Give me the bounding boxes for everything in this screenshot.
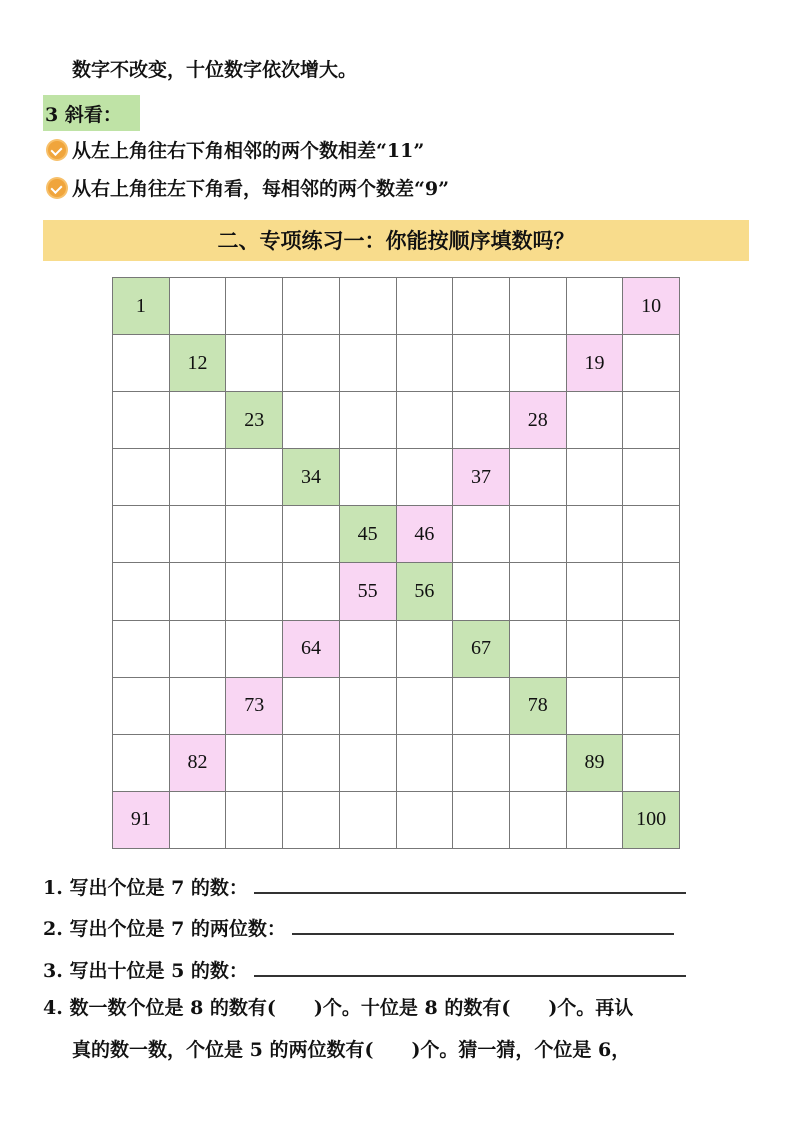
grid-cell[interactable] (397, 392, 454, 449)
grid-cell[interactable] (623, 563, 680, 620)
bullet-text: 从左上角往右下角相邻的两个数相差“11” (72, 140, 425, 162)
grid-cell[interactable] (226, 449, 283, 506)
grid-cell[interactable] (567, 621, 624, 678)
question-3 (43, 955, 686, 984)
grid-cell: 73 (226, 678, 283, 735)
grid-cell[interactable] (453, 506, 510, 563)
question-4-continued: 真的数一数，个位是 5 的两位数有( )个。猜一猜，个位是 6， (72, 1039, 631, 1061)
section-3-heading: 3 斜看： (45, 104, 122, 126)
grid-cell: 56 (397, 563, 454, 620)
grid-cell: 100 (623, 792, 680, 849)
grid-cell[interactable] (453, 735, 510, 792)
check-badge-icon (48, 179, 66, 197)
grid-cell: 46 (397, 506, 454, 563)
grid-cell[interactable] (340, 335, 397, 392)
grid-cell[interactable] (397, 792, 454, 849)
section-banner: 二、专项练习一：你能按顺序填数吗？ (43, 220, 749, 261)
grid-cell: 1 (113, 278, 170, 335)
answer-blank[interactable] (254, 955, 686, 977)
grid-cell[interactable] (113, 335, 170, 392)
number-grid (112, 277, 680, 849)
grid-cell[interactable] (397, 278, 454, 335)
grid-cell: 82 (170, 735, 227, 792)
question-4: 4. 数一数个位是 8 的数有( )个。十位是 8 的数有( )个。再认 (43, 997, 634, 1019)
grid-cell[interactable] (397, 335, 454, 392)
question-2 (43, 913, 674, 942)
grid-cell[interactable] (510, 335, 567, 392)
grid-cell[interactable] (170, 563, 227, 620)
question-1 (43, 872, 686, 901)
grid-cell[interactable] (340, 678, 397, 735)
grid-cell[interactable] (283, 678, 340, 735)
grid-cell[interactable] (510, 563, 567, 620)
grid-cell[interactable] (340, 392, 397, 449)
check-badge-icon (48, 141, 66, 159)
grid-cell: 78 (510, 678, 567, 735)
grid-cell[interactable] (567, 449, 624, 506)
grid-cell: 34 (283, 449, 340, 506)
grid-cell[interactable] (453, 278, 510, 335)
grid-cell: 89 (567, 735, 624, 792)
grid-cell[interactable] (567, 563, 624, 620)
grid-cell[interactable] (170, 449, 227, 506)
grid-cell[interactable] (340, 449, 397, 506)
grid-cell[interactable] (226, 506, 283, 563)
grid-cell[interactable] (113, 449, 170, 506)
grid-cell[interactable] (283, 792, 340, 849)
grid-cell[interactable] (170, 621, 227, 678)
grid-cell[interactable] (283, 392, 340, 449)
grid-cell[interactable] (340, 735, 397, 792)
grid-cell[interactable] (453, 678, 510, 735)
grid-cell[interactable] (567, 506, 624, 563)
grid-cell[interactable] (226, 335, 283, 392)
grid-cell[interactable] (170, 506, 227, 563)
question-text: 2. 写出个位是 7 的两位数： (43, 918, 286, 940)
grid-cell: 45 (340, 506, 397, 563)
grid-cell[interactable] (283, 506, 340, 563)
grid-cell[interactable] (170, 678, 227, 735)
grid-cell[interactable] (226, 735, 283, 792)
bullet-text: 从右上角往左下角看，每相邻的两个数差“9” (72, 178, 450, 200)
grid-cell[interactable] (623, 735, 680, 792)
grid-cell: 19 (567, 335, 624, 392)
grid-cell[interactable] (567, 278, 624, 335)
grid-cell: 64 (283, 621, 340, 678)
grid-cell[interactable] (226, 621, 283, 678)
question-text: 1. 写出个位是 7 的数： (43, 877, 248, 899)
grid-cell: 55 (340, 563, 397, 620)
grid-cell[interactable] (510, 621, 567, 678)
grid-cell[interactable] (226, 792, 283, 849)
grid-cell: 28 (510, 392, 567, 449)
grid-cell[interactable] (510, 792, 567, 849)
grid-cell[interactable] (397, 621, 454, 678)
grid-cell[interactable] (397, 735, 454, 792)
answer-blank[interactable] (292, 913, 674, 935)
grid-cell[interactable] (623, 335, 680, 392)
grid-cell[interactable] (397, 449, 454, 506)
grid-cell: 67 (453, 621, 510, 678)
grid-cell[interactable] (623, 392, 680, 449)
grid-cell[interactable] (283, 278, 340, 335)
grid-cell[interactable] (283, 335, 340, 392)
grid-cell[interactable] (283, 735, 340, 792)
grid-cell[interactable] (453, 335, 510, 392)
grid-cell[interactable] (567, 792, 624, 849)
grid-cell[interactable] (510, 735, 567, 792)
grid-cell[interactable] (283, 563, 340, 620)
grid-cell[interactable] (170, 792, 227, 849)
intro-line: 数字不改变，十位数字依次增大。 (72, 59, 358, 81)
grid-cell: 37 (453, 449, 510, 506)
grid-cell[interactable] (113, 621, 170, 678)
grid-cell[interactable] (567, 392, 624, 449)
grid-cell[interactable] (113, 506, 170, 563)
grid-cell[interactable] (340, 792, 397, 849)
grid-cell[interactable] (623, 678, 680, 735)
question-text: 3. 写出十位是 5 的数： (43, 960, 248, 982)
grid-cell[interactable] (340, 621, 397, 678)
grid-cell[interactable] (623, 449, 680, 506)
grid-cell[interactable] (226, 278, 283, 335)
grid-cell[interactable] (340, 278, 397, 335)
grid-cell[interactable] (623, 621, 680, 678)
grid-cell: 91 (113, 792, 170, 849)
grid-cell[interactable] (113, 392, 170, 449)
grid-cell: 23 (226, 392, 283, 449)
grid-cell[interactable] (453, 792, 510, 849)
grid-cell[interactable] (113, 563, 170, 620)
grid-cell[interactable] (397, 678, 454, 735)
grid-cell: 12 (170, 335, 227, 392)
grid-cell[interactable] (567, 678, 624, 735)
grid-cell[interactable] (453, 392, 510, 449)
grid-cell[interactable] (226, 563, 283, 620)
grid-cell[interactable] (170, 278, 227, 335)
grid-cell[interactable] (623, 506, 680, 563)
answer-blank[interactable] (254, 872, 686, 894)
grid-cell[interactable] (453, 563, 510, 620)
grid-cell[interactable] (510, 506, 567, 563)
grid-cell[interactable] (113, 678, 170, 735)
section-3-heading-box (43, 95, 140, 131)
grid-cell[interactable] (510, 449, 567, 506)
grid-cell[interactable] (170, 392, 227, 449)
grid-cell[interactable] (113, 735, 170, 792)
grid-cell[interactable] (510, 278, 567, 335)
grid-cell: 10 (623, 278, 680, 335)
